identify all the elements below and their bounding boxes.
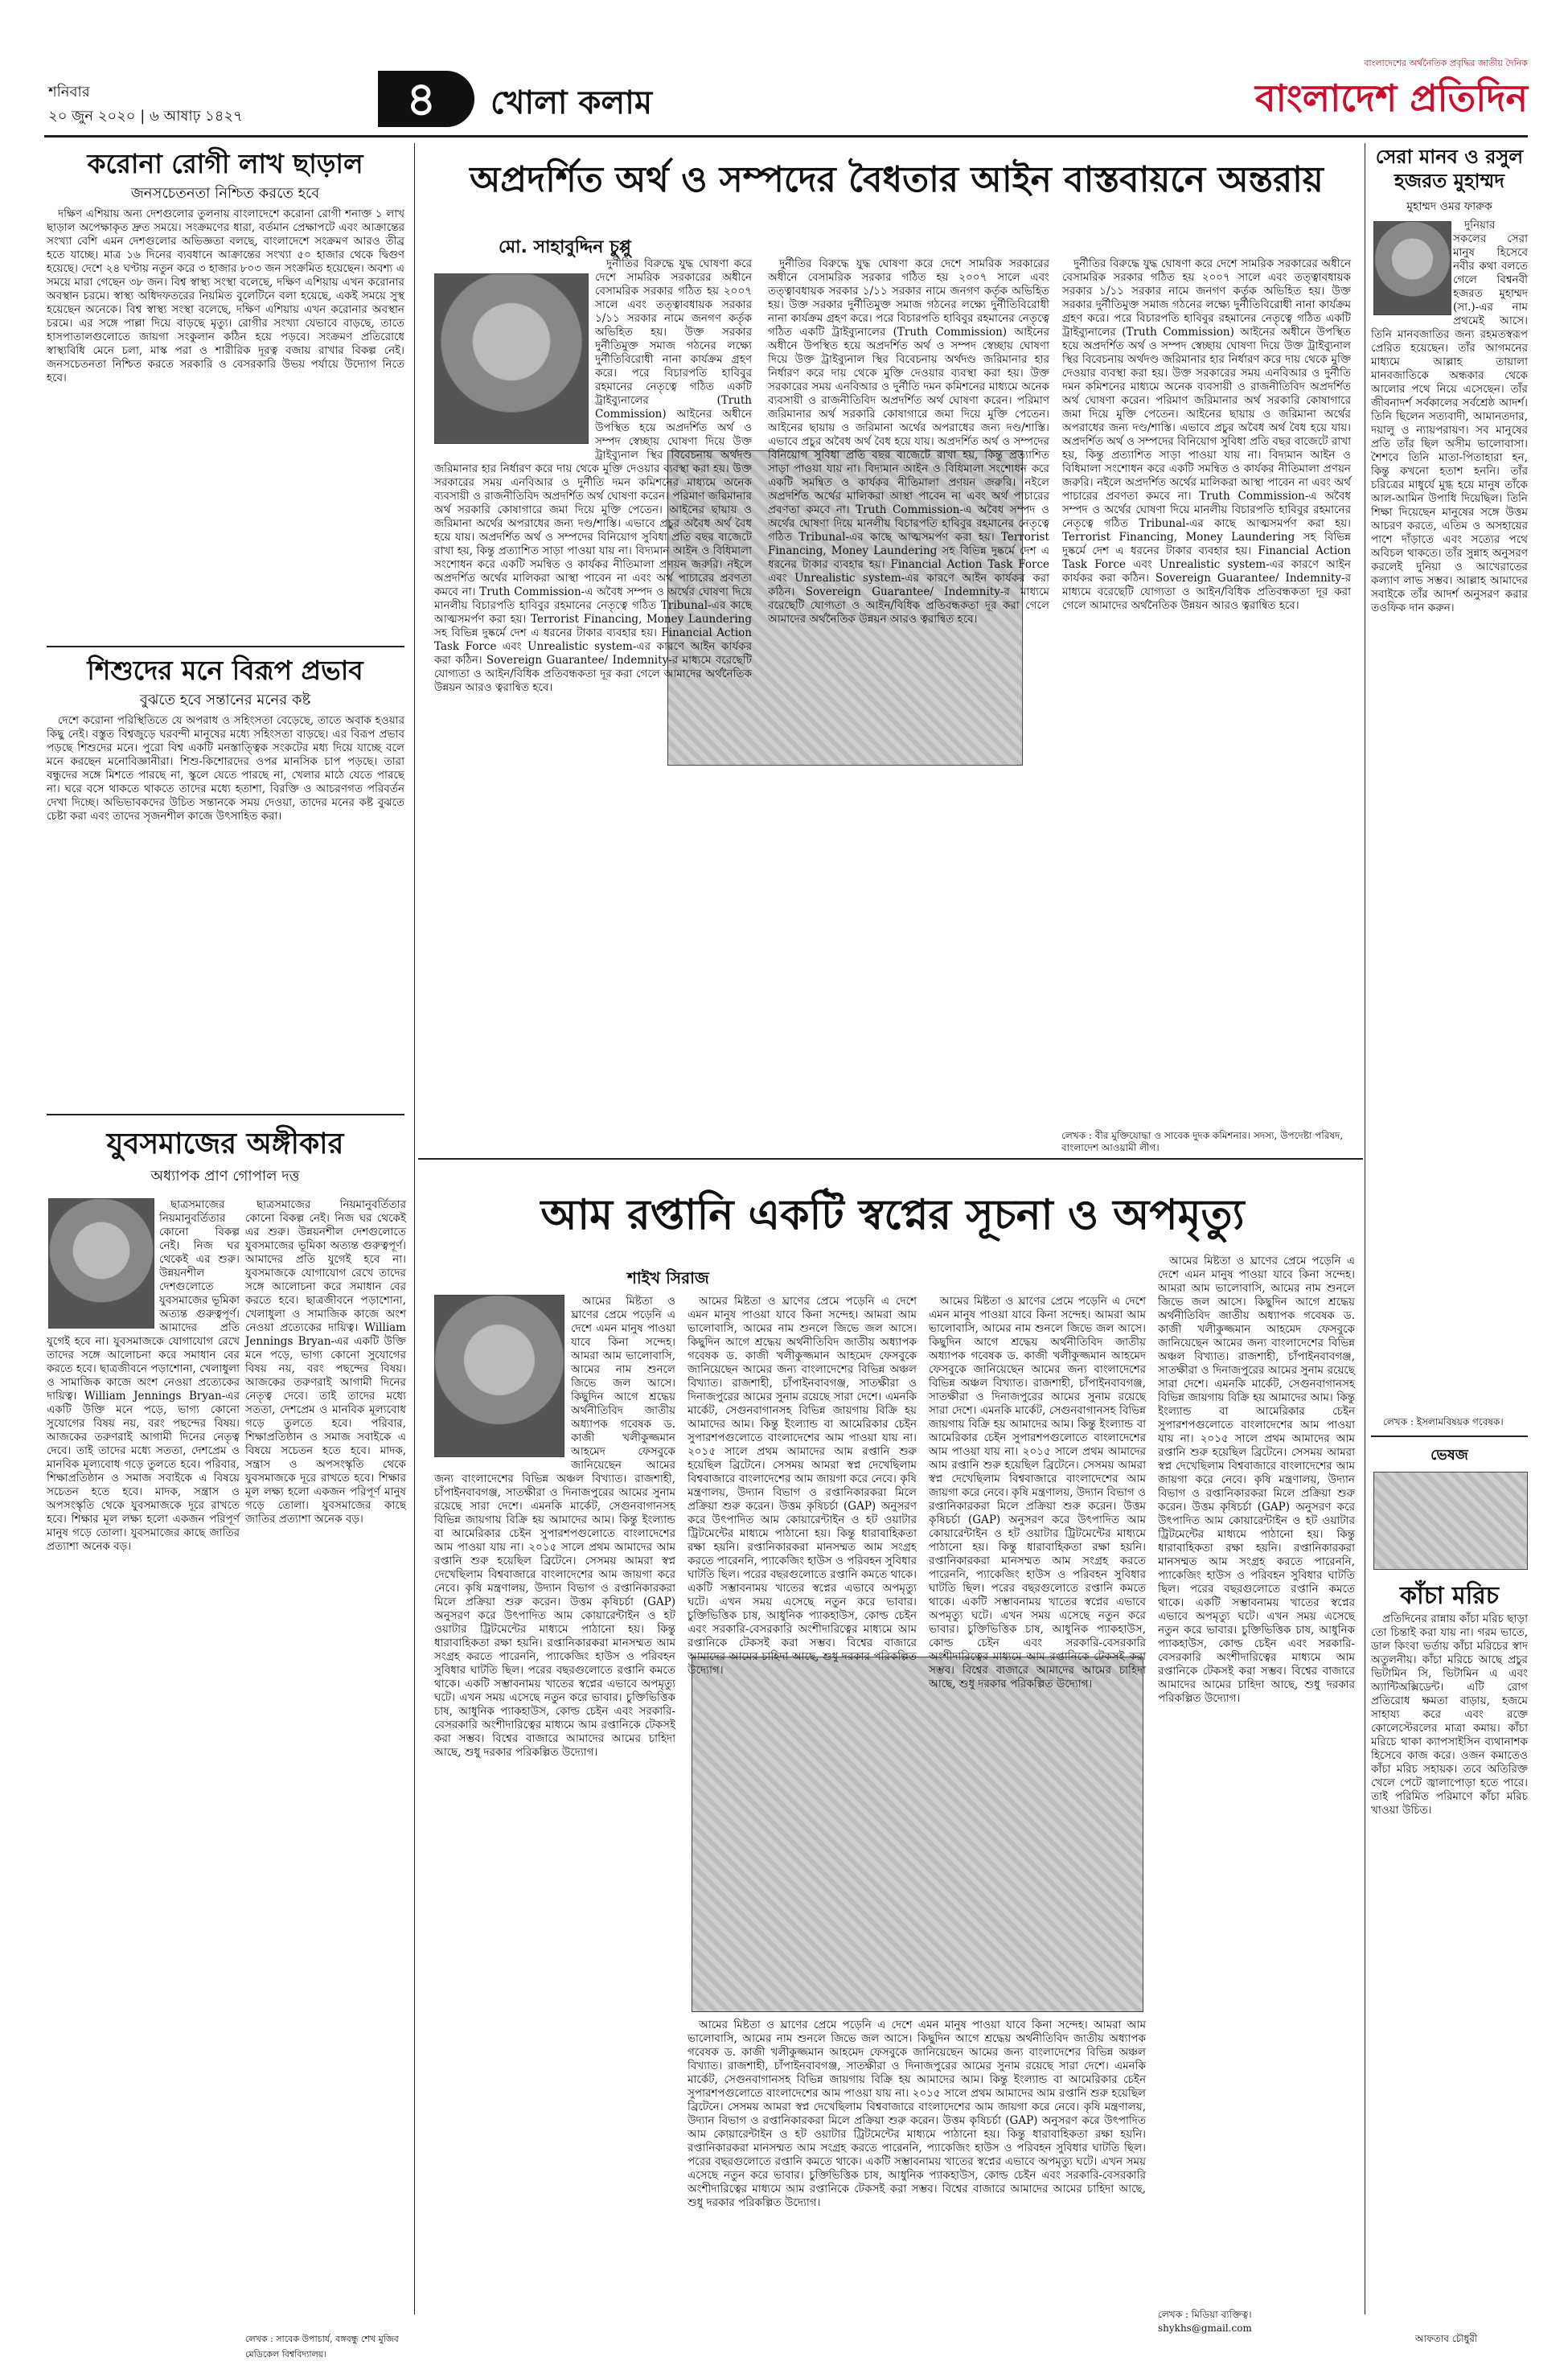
- issue-date: ২০ জুন ২০২০ | ৬ আষাঢ় ১৪২৭: [48, 108, 243, 125]
- masthead: [0, 0, 1568, 141]
- mango-article-col3: আমের মিষ্টতা ও ঘ্রাণের প্রেমে পড়েনি এ দেশে এমন মানুষ পাওয়া যাবে কিনা সন্দেহ। আমরা আম ভালোবাসি, আমের নাম শুনলে জিভে জল আসে। কিছুদিন আগে শ্রদ্ধেয় অর্থনীতিবিদ জাতীয় অধ্যাপক গবেষক ড. কাজী খলীকুজ্জমান আহমেদ ফেসবুকে জানিয়েছেন আমের জন্য বাংলাদেশের বিভিন্ন অঞ্চল বিখ্যাত। রাজশাহী, চাঁপাইনবাবগঞ্জ, সাতক্ষীরা ও দিনাজপুরের আমের সুনাম রয়েছে সারা দেশে। এমনকি মার্কেট, সেগুনবাগানসহ বিভিন্ন জায়গায় বিক্রি হয় আমাদের আম। কিন্তু ইংল্যান্ড বা আমেরিকার চেইন সুপারশপগুলোতে বাংলাদেশের আম পাওয়া যায় না। ২০১৫ সালে প্রথম আমাদের আম রপ্তানি শুরু হয়েছিল ব্রিটেনে। সেসময় আমরা স্বপ্ন দেখেছিলাম বিশ্ববাজারে বাংলাদেশের আম জায়গা করে নেবে। কৃষি মন্ত্রণালয়, উদ্যান বিভাগ ও রপ্তানিকারকরা মিলে প্রক্রিয়া শুরু করেন। উত্তম কৃষিচর্চা (GAP) অনুসরণ করে উৎপাদিত আম কোয়ারেন্টাইন ও হট ওয়াটার ট্রিটমেন্টের মাধ্যমে পাঠানো হয়। কিন্তু ধারাবাহিকতা রক্ষা হয়নি। রপ্তানিকারকরা মানসম্মত আম সংগ্রহ করতে পারেননি, প্যাকেজিং হাউস ও পরিবহন সুবিধার ঘাটতি ছিল। পরের বছরগুলোতে রপ্তানি কমতে থাকে। একটি সম্ভাবনাময় খাতের স্বপ্নের এভাবে অপমৃত্যু ঘটে। এখন সময় এসেছে নতুন করে ভাবার। চুক্তিভিত্তিক চাষ, আধুনিক প্যাকহাউস, কোল্ড চেইন এবং সরকারি-বেসরকারি অংশীদারিত্বের মাধ্যমে আম রপ্তানিকে টেকসই করা সম্ভব। বিশ্বের বাজারে আমাদের আমের চাহিদা আছে, শুধু দরকার পরিকল্পিত উদ্যোগ।: [929, 1295, 1146, 1690]
- section-title: খোলা কলাম: [491, 84, 653, 121]
- paper-logo: বাংলাদেশ প্রতিদিন: [1254, 76, 1528, 120]
- mango-article-footer: লেখক : মিডিয়া ব্যক্তিত্ব।: [1158, 2309, 1252, 2320]
- main-article-footer: লেখক : বীর মুক্তিযোদ্ধা ও সাবেক দুদক কমিশনার। সদস্য, উপদেষ্টা পরিষদ, বাংলাদেশ আওয়ামী লীগ।: [1061, 1130, 1344, 1153]
- main-article-col3: দুর্নীতির বিরুদ্ধে যুদ্ধ ঘোষণা করে দেশে সামরিক সরকারের অধীনে বেসামরিক সরকার গঠিত হয় ২০০৭ সালে এবং তত্ত্বাবধায়ক সরকার ১/১১ সরকার নামে জনগণ কর্তৃক অভিহিত হয়। উক্ত সরকার দুর্নীতিমুক্ত সমাজ গঠনের লক্ষ্যে দুর্নীতিবিরোধী নানা কার্যক্রম গ্রহণ করে। পরে বিচারপতি হাবিবুর রহমানের নেতৃত্বে গঠিত একটি ট্রাইব্যুনালের (Truth Commission) আইনের অধীনে উপস্থিত হয়ে অপ্রদর্শিত অর্থ ও সম্পদ স্বেচ্ছায় ঘোষণা দিয়ে উক্ত ট্রাইব্যুনাল স্থির বিবেচনায় অর্থদণ্ড জরিমানার হার নির্ধারণ করে দায় থেকে মুক্তি দেওয়ার ব্যবস্থা করা হয়। উক্ত সরকারের সময় এনবিআর ও দুর্নীতি দমন কমিশনের মাধ্যমে অনেক ব্যবসায়ী ও রাজনীতিবিদ অপ্রদর্শিত অর্থ ঘোষণা করেন। পরিমাণ জরিমানার অর্থ সরকারি কোষাগারে জমা দিয়ে মুক্তি পেতেন। আইনের ছায়ায় ও জরিমানা অর্থের অপরাধের জন্য দণ্ড/শাস্তি। এভাবে প্রচুর অবৈধ অর্থ বৈধ হয়ে যায়। অপ্রদর্শিত অর্থ ও সম্পদের বিনিয়োগ সুবিধা প্রতি বছর বাজেটে রাখা হয়, কিন্তু প্রত্যাশিত সাড়া পাওয়া যায় না। বিদ্যমান আইন ও বিধিমালা সংশোধন করে একটি সমন্বিত ও কার্যকর নীতিমালা প্রণয়ন জরুরি। নইলে অপ্রদর্শিত অর্থের মালিকরা আস্থা পাবেন না এবং অর্থ পাচারের প্রবণতা কমবে না। Truth Commission-এ অবৈধ সম্পদ ও অর্থের ঘোষণা দিয়ে মানলীয় বিচারপতি হাবিবুর রহমানের নেতৃত্বে গঠিত Tribunal-এর কাছে আত্মসমর্পণ করা হয়। Terrorist Financing, Money Laundering সহ বিভিন্ন দুষ্কর্মে দেশ এ ধরনের টাকার ব্যবহার হয়। Financial Action Task Force এবং Unrealistic system-এর কারণে আইন কার্যকর করা কঠিন। Sovereign Guarantee/ Indemnity-র মাধ্যমে বরেছেটি যোগ্যতা ও আইন/বিধিক প্রতিবন্ধকতা দূর করা গেলে আমাদের অর্থনৈতিক উন্নয়ন আরও ত্বরান্বিত হবে।: [1062, 257, 1351, 612]
- mango-article-col4: আমের মিষ্টতা ও ঘ্রাণের প্রেমে পড়েনি এ দেশে এমন মানুষ পাওয়া যাবে কিনা সন্দেহ। আমরা আম ভালোবাসি, আমের নাম শুনলে জিভে জল আসে। কিছুদিন আগে শ্রদ্ধেয় অর্থনীতিবিদ জাতীয় অধ্যাপক গবেষক ড. কাজী খলীকুজ্জমান আহমেদ ফেসবুকে জানিয়েছেন আমের জন্য বাংলাদেশের বিভিন্ন অঞ্চল বিখ্যাত। রাজশাহী, চাঁপাইনবাবগঞ্জ, সাতক্ষীরা ও দিনাজপুরের আমের সুনাম রয়েছে সারা দেশে। এমনকি মার্কেট, সেগুনবাগানসহ বিভিন্ন জায়গায় বিক্রি হয় আমাদের আম। কিন্তু ইংল্যান্ড বা আমেরিকার চেইন সুপারশপগুলোতে বাংলাদেশের আম পাওয়া যায় না। ২০১৫ সালে প্রথম আমাদের আম রপ্তানি শুরু হয়েছিল ব্রিটেনে। সেসময় আমরা স্বপ্ন দেখেছিলাম বিশ্ববাজারে বাংলাদেশের আম জায়গা করে নেবে। কৃষি মন্ত্রণালয়, উদ্যান বিভাগ ও রপ্তানিকারকরা মিলে প্রক্রিয়া শুরু করেন। উত্তম কৃষিচর্চা (GAP) অনুসরণ করে উৎপাদিত আম কোয়ারেন্টাইন ও হট ওয়াটার ট্রিটমেন্টের মাধ্যমে পাঠানো হয়। কিন্তু ধারাবাহিকতা রক্ষা হয়নি। রপ্তানিকারকরা মানসম্মত আম সংগ্রহ করতে পারেননি, প্যাকেজিং হাউস ও পরিবহন সুবিধার ঘাটতি ছিল। পরের বছরগুলোতে রপ্তানি কমতে থাকে। একটি সম্ভাবনাময় খাতের স্বপ্নের এভাবে অপমৃত্যু ঘটে। এখন সময় এসেছে নতুন করে ভাবার। চুক্তিভিত্তিক চাষ, আধুনিক প্যাকহাউস, কোল্ড চেইন এবং সরকারি-বেসরকারি অংশীদারিত্বের মাধ্যমে আম রপ্তানিকে টেকসই করা সম্ভব। বিশ্বের বাজারে আমাদের আমের চাহিদা আছে, শুধু দরকার পরিকল্পিত উদ্যোগ।: [1158, 1255, 1355, 1705]
- mango-article-email[interactable]: shykhs@gmail.com: [1158, 2323, 1252, 2334]
- mango-article-col5: আমের মিষ্টতা ও ঘ্রাণের প্রেমে পড়েনি এ দেশে এমন মানুষ পাওয়া যাবে কিনা সন্দেহ। আমরা আম ভালোবাসি, আমের নাম শুনলে জিভে জল আসে। কিছুদিন আগে শ্রদ্ধেয় অর্থনীতিবিদ জাতীয় অধ্যাপক গবেষক ড. কাজী খলীকুজ্জমান আহমেদ ফেসবুকে জানিয়েছেন আমের জন্য বাংলাদেশের বিভিন্ন অঞ্চল বিখ্যাত। রাজশাহী, চাঁপাইনবাবগঞ্জ, সাতক্ষীরা ও দিনাজপুরের আমের সুনাম রয়েছে সারা দেশে। এমনকি মার্কেট, সেগুনবাগানসহ বিভিন্ন জায়গায় বিক্রি হয় আমাদের আম। কিন্তু ইংল্যান্ড বা আমেরিকার চেইন সুপারশপগুলোতে বাংলাদেশের আম পাওয়া যায় না। ২০১৫ সালে প্রথম আমাদের আম রপ্তানি শুরু হয়েছিল ব্রিটেনে। সেসময় আমরা স্বপ্ন দেখেছিলাম বিশ্ববাজারে বাংলাদেশের আম জায়গা করে নেবে। কৃষি মন্ত্রণালয়, উদ্যান বিভাগ ও রপ্তানিকারকরা মিলে প্রক্রিয়া শুরু করেন। উত্তম কৃষিচর্চা (GAP) অনুসরণ করে উৎপাদিত আম কোয়ারেন্টাইন ও হট ওয়াটার ট্রিটমেন্টের মাধ্যমে পাঠানো হয়। কিন্তু ধারাবাহিকতা রক্ষা হয়নি। রপ্তানিকারকরা মানসম্মত আম সংগ্রহ করতে পারেননি, প্যাকেজিং হাউস ও পরিবহন সুবিধার ঘাটতি ছিল। পরের বছরগুলোতে রপ্তানি কমতে থাকে। একটি সম্ভাবনাময় খাতের স্বপ্নের এভাবে অপমৃত্যু ঘটে। এখন সময় এসেছে নতুন করে ভাবার। চুক্তিভিত্তিক চাষ, আধুনিক প্যাকহাউস, কোল্ড চেইন এবং সরকারি-বেসরকারি অংশীদারিত্বের মাধ্যমে আম রপ্তানিকে টেকসই করা সম্ভব। বিশ্বের বাজারে আমাদের আমের চাহিদা আছে, শুধু দরকার পরিকল্পিত উদ্যোগ।: [688, 2019, 1146, 2209]
- youth-article-title: যুবসমাজের অঙ্গীকার: [106, 1127, 344, 1160]
- masthead-rule: [44, 135, 1528, 138]
- main-article-author: মো. সাহাবুদ্দিন চুপ্পু: [499, 237, 631, 257]
- editorial2-title: শিশুদের মনে বিরূপ প্রভাব: [87, 655, 363, 686]
- editorial1-subtitle: জনসচেতনতা নিশ্চিত করতে হবে: [130, 185, 320, 202]
- youth-article-author: অধ্যাপক প্রাণ গোপাল দত্ত: [150, 1168, 300, 1185]
- prophet-article-author: মুহাম্মদ ওমর ফারুক: [1406, 200, 1492, 213]
- herbal-title: কাঁচা মরিচ: [1400, 1582, 1499, 1610]
- green-chilies-photo: [1373, 1472, 1528, 1570]
- editorial2-body: দেশে করোনা পরিস্থিতিতে যে অপরাধ ও সহিংসতা বেড়েছে, তাতে অবাক হওয়ার কিছু নেই। বস্তুত বিশ্বজুড়ে ঘরবন্দী মানুষের মধ্যে সহিংসতা বাড়ছে। এর বিরূপ প্রভাব পড়ছে শিশুদের মনে। পুরো বিশ্ব একটি মনস্তাত্ত্বিক সংকটের মধ্য দিয়ে যাচ্ছে বলে মনে করছেন মনোবিজ্ঞানীরা। শিশু-কিশোরদের ওপর মানসিক চাপ পড়ছে। তারা বন্ধুদের সঙ্গে মিশতে পারছে না, স্কুলে যেতে পারছে না, খেলার মাঠে যেতে পারছে না। ঘরে বসে থাকতে থাকতে তাদের মধ্যে হতাশা, বিরক্তি ও আচরণগত পরিবর্তন দেখা দিচ্ছে। অভিভাবকদের উচিত সন্তানকে সময় দেওয়া, তাদের মনের কষ্ট বুঝতে চেষ্টা করা এবং তাদের সৃজনশীল কাজে উৎসাহিত করা।: [47, 714, 404, 823]
- page-number: ৪: [406, 72, 437, 126]
- editorial-divider: [47, 646, 404, 647]
- main-article-col2: দুর্নীতির বিরুদ্ধে যুদ্ধ ঘোষণা করে দেশে সামরিক সরকারের অধীনে বেসামরিক সরকার গঠিত হয় ২০০৭ সালে এবং তত্ত্বাবধায়ক সরকার ১/১১ সরকার নামে জনগণ কর্তৃক অভিহিত হয়। উক্ত সরকার দুর্নীতিমুক্ত সমাজ গঠনের লক্ষ্যে দুর্নীতিবিরোধী নানা কার্যক্রম গ্রহণ করে। পরে বিচারপতি হাবিবুর রহমানের নেতৃত্বে গঠিত একটি ট্রাইব্যুনালের (Truth Commission) আইনের অধীনে উপস্থিত হয়ে অপ্রদর্শিত অর্থ ও সম্পদ স্বেচ্ছায় ঘোষণা দিয়ে উক্ত ট্রাইব্যুনাল স্থির বিবেচনায় অর্থদণ্ড জরিমানার হার নির্ধারণ করে দায় থেকে মুক্তি দেওয়ার ব্যবস্থা করা হয়। উক্ত সরকারের সময় এনবিআর ও দুর্নীতি দমন কমিশনের মাধ্যমে অনেক ব্যবসায়ী ও রাজনীতিবিদ অপ্রদর্শিত অর্থ ঘোষণা করেন। পরিমাণ জরিমানার অর্থ সরকারি কোষাগারে জমা দিয়ে মুক্তি পেতেন। আইনের ছায়ায় ও জরিমানা অর্থের অপরাধের জন্য দণ্ড/শাস্তি। এভাবে প্রচুর অবৈধ অর্থ বৈধ হয়ে যায়। অপ্রদর্শিত অর্থ ও সম্পদের বিনিয়োগ সুবিধা প্রতি বছর বাজেটে রাখা হয়, কিন্তু প্রত্যাশিত সাড়া পাওয়া যায় না। বিদ্যমান আইন ও বিধিমালা সংশোধন করে একটি সমন্বিত ও কার্যকর নীতিমালা প্রণয়ন জরুরি। নইলে অপ্রদর্শিত অর্থের মালিকরা আস্থা পাবেন না এবং অর্থ পাচারের প্রবণতা কমবে না। Truth Commission-এ অবৈধ সম্পদ ও অর্থের ঘোষণা দিয়ে মানলীয় বিচারপতি হাবিবুর রহমানের নেতৃত্বে গঠিত Tribunal-এর কাছে আত্মসমর্পণ করা হয়। Terrorist Financing, Money Laundering সহ বিভিন্ন দুষ্কর্মে দেশ এ ধরনের টাকার ব্যবহার হয়। Financial Action Task Force এবং Unrealistic system-এর কারণে আইন কার্যকর করা কঠিন। Sovereign Guarantee/ Indemnity-র মাধ্যমে বরেছেটি যোগ্যতা ও আইন/বিধিক প্রতিবন্ধকতা দূর করা গেলে আমাদের অর্থনৈতিক উন্নয়ন আরও ত্বরান্বিত হবে।: [768, 257, 1049, 626]
- issue-day: শনিবার: [48, 84, 90, 101]
- editorial1-title: করোনা রোগী লাখ ছাড়াল: [87, 148, 363, 179]
- editorial1-body: দক্ষিণ এশিয়ায় অন্য দেশগুলোর তুলনায় বাংলাদেশে করোনা রোগী শনাক্ত ১ লাখ ছাড়াল অপেক্ষাকৃত দ্রুত সময়ে। সংক্রমণের ধারা, বর্তমান প্রেক্ষাপটে এবং আক্রান্তের সংখ্যা বেশি এমন দেশগুলোর অভিজ্ঞতা বলছে, বাংলাদেশে সংক্রমণ আরও তীব্র হতে যাচ্ছে। মাত্র ১৬ দিনের ব্যবধানে আক্রান্তের সংখ্যা ৫০ হাজার থেকে দ্বিগুণ হয়েছে। দেশে ২৪ ঘণ্টায় নতুন করে ৩ হাজার ৮০৩ জন সংক্রমিত হয়েছেন। অবশ্য এ সময়ে মারা গেছেন ৩৮ জন। বিশ্ব স্বাস্থ্য সংস্থা বলেছে, দক্ষিণ এশিয়ায় এখন করোনার অবস্থান চরমে। স্বাস্থ্য অধিদফতরের নিয়মিত বুলেটিনে বলা হয়েছে, একই সময়ে সুস্থ হয়েছেন অনেকে। বিশ্ব স্বাস্থ্য সংস্থা বলেছে, দক্ষিণ এশিয়ায় এখন করোনার অবস্থান চরমে। এর সঙ্গে পাল্লা দিয়ে বাড়ছে মৃত্যু। রোগীর সংখ্যা যেভাবে বাড়ছে, তাতে হাসপাতালগুলোতে জায়গা সংকুলান কঠিন হয়ে পড়বে। সংক্রমণ প্রতিরোধে স্বাস্থ্যবিধি মেনে চলা, মাস্ক পরা ও শারীরিক দূরত্ব বজায় রাখার বিকল্প নেই। জনসচেতনতা নিশ্চিত করতে সরকারি ও বেসরকারি উভয় পর্যায়ে উদ্যোগ নিতে হবে।: [47, 207, 404, 384]
- paper-tagline: বাংলাদেশের অর্থনৈতিক প্রবৃদ্ধির জাতীয় দৈনিক: [1364, 58, 1528, 68]
- main-article-title: অপ্রদর্শিত অর্থ ও সম্পদের বৈধতার আইন বাস্তবায়নে অন্তরায়: [470, 159, 1324, 200]
- mango-article-col2: আমের মিষ্টতা ও ঘ্রাণের প্রেমে পড়েনি এ দেশে এমন মানুষ পাওয়া যাবে কিনা সন্দেহ। আমরা আম ভালোবাসি, আমের নাম শুনলে জিভে জল আসে। কিছুদিন আগে শ্রদ্ধেয় অর্থনীতিবিদ জাতীয় অধ্যাপক গবেষক ড. কাজী খলীকুজ্জমান আহমেদ ফেসবুকে জানিয়েছেন আমের জন্য বাংলাদেশের বিভিন্ন অঞ্চল বিখ্যাত। রাজশাহী, চাঁপাইনবাবগঞ্জ, সাতক্ষীরা ও দিনাজপুরের আমের সুনাম রয়েছে সারা দেশে। এমনকি মার্কেট, সেগুনবাগানসহ বিভিন্ন জায়গায় বিক্রি হয় আমাদের আম। কিন্তু ইংল্যান্ড বা আমেরিকার চেইন সুপারশপগুলোতে বাংলাদেশের আম পাওয়া যায় না। ২০১৫ সালে প্রথম আমাদের আম রপ্তানি শুরু হয়েছিল ব্রিটেনে। সেসময় আমরা স্বপ্ন দেখেছিলাম বিশ্ববাজারে বাংলাদেশের আম জায়গা করে নেবে। কৃষি মন্ত্রণালয়, উদ্যান বিভাগ ও রপ্তানিকারকরা মিলে প্রক্রিয়া শুরু করেন। উত্তম কৃষিচর্চা (GAP) অনুসরণ করে উৎপাদিত আম কোয়ারেন্টাইন ও হট ওয়াটার ট্রিটমেন্টের মাধ্যমে পাঠানো হয়। কিন্তু ধারাবাহিকতা রক্ষা হয়নি। রপ্তানিকারকরা মানসম্মত আম সংগ্রহ করতে পারেননি, প্যাকেজিং হাউস ও পরিবহন সুবিধার ঘাটতি ছিল। পরের বছরগুলোতে রপ্তানি কমতে থাকে। একটি সম্ভাবনাময় খাতের স্বপ্নের এভাবে অপমৃত্যু ঘটে। এখন সময় এসেছে নতুন করে ভাবার। চুক্তিভিত্তিক চাষ, আধুনিক প্যাকহাউস, কোল্ড চেইন এবং সরকারি-বেসরকারি অংশীদারিত্বের মাধ্যমে আম রপ্তানিকে টেকসই করা সম্ভব। বিশ্বের বাজারে আমাদের আমের চাহিদা আছে, শুধু দরকার পরিকল্পিত উদ্যোগ।: [688, 1295, 917, 1677]
- mango-tree-photo: [692, 1657, 1143, 2012]
- herbal-body: প্রতিদিনের রান্নায় কাঁচা মরিচ ছাড়া তো চিন্তাই করা যায় না। গরম ভাতে, ডাল কিংবা ভর্তায় কাঁচা মরিচের স্বাদ অতুলনীয়। কাঁচা মরিচে আছে প্রচুর ভিটামিন সি, ভিটামিন এ এবং অ্যান্টিঅক্সিডেন্ট। এটি রোগ প্রতিরোধ ক্ষমতা বাড়ায়, হজমে সাহায্য করে এবং রক্তে কোলেস্টেরলের মাত্রা কমায়। কাঁচা মরিচে থাকা ক্যাপসাইসিন ব্যথানাশক হিসেবে কাজ করে। ওজন কমাতেও কাঁচা মরিচ সহায়ক। তবে অতিরিক্ত খেলে পেটে জ্বালাপোড়া হতে পারে। তাই পরিমিত পরিমাণে কাঁচা মরিচ খাওয়া উচিত।: [1371, 1612, 1528, 1817]
- mango-article-title: আম রপ্তানি একটি স্বপ্নের সূচনা ও অপমৃত্যু: [540, 1190, 1245, 1239]
- youth-top-rule: [47, 1114, 404, 1115]
- youth-article-footer: লেখক : সাবেক উপাচার্য, বঙ্গবন্ধু শেখ মুজিব মেডিকেল বিশ্ববিদ্যালয়।: [245, 2334, 399, 2360]
- youth-article-col1: ছাত্রসমাজের নিয়মানুবর্তিতার কোনো বিকল্প নেই। নিজ ঘর থেকেই এর শুরু। উন্নয়নশীল দেশগুলোতে যুবসমাজের ভূমিকা অত্যন্ত গুরুত্বপূর্ণ। আমাদের প্রতি যুগেই হবে না। যুবসমাজকে যোগাযোগ রেখে তাদের সঙ্গে আলোচনা করে সমাধান বের করতে হবে। ছাত্রজীবনে পড়াশোনা, খেলাধুলা ও সামাজিক কাজে অংশ নেওয়া প্রত্যেকের দায়িত্ব। William Jennings Bryan-এর একটি উক্তি মনে পড়ে, ভাগ্য কোনো সুযোগের বিষয় নয়, বরং পছন্দের বিষয়। আজকের তরুণরাই আগামী দিনের নেতৃত্ব দেবে। তাই তাদের মধ্যে সততা, দেশপ্রেম ও মানবিক মূল্যবোধ গড়ে তুলতে হবে। পরিবার, শিক্ষাপ্রতিষ্ঠান ও সমাজ সবাইকে এ বিষয়ে সচেতন হতে হবে। মাদক, সন্ত্রাস ও অপসংস্কৃতি থেকে যুবসমাজকে দূরে রাখতে হবে। শিক্ষার মূল লক্ষ্য হলো একজন পরিপূর্ণ মানুষ গড়ে তোলা। যুবসমাজের কাছে জাতির প্রত্যাশা অনেক বড়।: [47, 1198, 240, 1553]
- herbal-top-rule: [1371, 1435, 1528, 1437]
- left-col-rule: [414, 143, 415, 2314]
- main-article-bottom-rule: [418, 1158, 1363, 1160]
- mango-article-col1: আমের মিষ্টতা ও ঘ্রাণের প্রেমে পড়েনি এ দেশে এমন মানুষ পাওয়া যাবে কিনা সন্দেহ। আমরা আম ভালোবাসি, আমের নাম শুনলে জিভে জল আসে। কিছুদিন আগে শ্রদ্ধেয় অর্থনীতিবিদ জাতীয় অধ্যাপক গবেষক ড. কাজী খলীকুজ্জমান আহমেদ ফেসবুকে জানিয়েছেন আমের জন্য বাংলাদেশের বিভিন্ন অঞ্চল বিখ্যাত। রাজশাহী, চাঁপাইনবাবগঞ্জ, সাতক্ষীরা ও দিনাজপুরের আমের সুনাম রয়েছে সারা দেশে। এমনকি মার্কেট, সেগুনবাগানসহ বিভিন্ন জায়গায় বিক্রি হয় আমাদের আম। কিন্তু ইংল্যান্ড বা আমেরিকার চেইন সুপারশপগুলোতে বাংলাদেশের আম পাওয়া যায় না। ২০১৫ সালে প্রথম আমাদের আম রপ্তানি শুরু হয়েছিল ব্রিটেনে। সেসময় আমরা স্বপ্ন দেখেছিলাম বিশ্ববাজারে বাংলাদেশের আম জায়গা করে নেবে। কৃষি মন্ত্রণালয়, উদ্যান বিভাগ ও রপ্তানিকারকরা মিলে প্রক্রিয়া শুরু করেন। উত্তম কৃষিচর্চা (GAP) অনুসরণ করে উৎপাদিত আম কোয়ারেন্টাইন ও হট ওয়াটার ট্রিটমেন্টের মাধ্যমে পাঠানো হয়। কিন্তু ধারাবাহিকতা রক্ষা হয়নি। রপ্তানিকারকরা মানসম্মত আম সংগ্রহ করতে পারেননি, প্যাকেজিং হাউস ও পরিবহন সুবিধার ঘাটতি ছিল। পরের বছরগুলোতে রপ্তানি কমতে থাকে। একটি সম্ভাবনাময় খাতের স্বপ্নের এভাবে অপমৃত্যু ঘটে। এখন সময় এসেছে নতুন করে ভাবার। চুক্তিভিত্তিক চাষ, আধুনিক প্যাকহাউস, কোল্ড চেইন এবং সরকারি-বেসরকারি অংশীদারিত্বের মাধ্যমে আম রপ্তানিকে টেকসই করা সম্ভব। বিশ্বের বাজারে আমাদের আমের চাহিদা আছে, শুধু দরকার পরিকল্পিত উদ্যোগ।: [434, 1295, 675, 1759]
- mango-article-author: শাইখ সিরাজ: [627, 1268, 709, 1288]
- prophet-article-body: দুনিয়ার সকলের সেরা মানুষ হিসেবে নবীর কথা বলতে গেলে বিশ্বনবী হজরত মুহাম্মদ (সা.)-এর নাম প্রথমেই আসে। তিনি মানবজাতির জন্য রহমতস্বরূপ প্রেরিত হয়েছেন। তাঁর আগমনের মাধ্যমে আল্লাহ তায়ালা মানবজাতিকে অন্ধকার থেকে আলোর পথে নিয়ে এসেছেন। তাঁর জীবনাদর্শ সর্বকালের সর্বশ্রেষ্ঠ আদর্শ। তিনি ছিলেন সত্যবাদী, আমানতদার, দয়ালু ও ন্যায়পরায়ণ। সব মানুষের প্রতি তাঁর ছিল অসীম ভালোবাসা। শৈশবে তিনি মাতা-পিতাহারা হন, কিন্তু কখনো হতাশ হননি। তাঁর চরিত্রের মাধুর্যে মুগ্ধ হয়ে মানুষ তাঁকে আল-আমিন উপাধি দিয়েছিল। তিনি শিক্ষা দিয়েছেন মানুষের সঙ্গে উত্তম আচরণ করতে, এতিম ও অসহায়ের পাশে দাঁড়াতে এবং সত্যের পথে অবিচল থাকতে। তাঁর সুন্নাহ অনুসরণ করলেই দুনিয়া ও আখেরাতের কল্যাণ লাভ সম্ভব। আল্লাহ আমাদের সবাইকে তাঁর আদর্শ অনুসরণ করার তওফিক দান করুন।: [1371, 219, 1528, 614]
- herbal-footer: আফতাব চৌধুরী: [1415, 2333, 1478, 2344]
- prophet-article-title: সেরা মানব ও রসুল হজরত মুহাম্মদ: [1375, 145, 1524, 192]
- main-article-col1: দুর্নীতির বিরুদ্ধে যুদ্ধ ঘোষণা করে দেশে সামরিক সরকারের অধীনে বেসামরিক সরকার গঠিত হয় ২০০৭ সালে এবং তত্ত্বাবধায়ক সরকার ১/১১ সরকার নামে জনগণ কর্তৃক অভিহিত হয়। উক্ত সরকার দুর্নীতিমুক্ত সমাজ গঠনের লক্ষ্যে দুর্নীতিবিরোধী নানা কার্যক্রম গ্রহণ করে। পরে বিচারপতি হাবিবুর রহমানের নেতৃত্বে গঠিত একটি ট্রাইব্যুনালের (Truth Commission) আইনের অধীনে উপস্থিত হয়ে অপ্রদর্শিত অর্থ ও সম্পদ স্বেচ্ছায় ঘোষণা দিয়ে উক্ত ট্রাইব্যুনাল স্থির বিবেচনায় অর্থদণ্ড জরিমানার হার নির্ধারণ করে দায় থেকে মুক্তি দেওয়ার ব্যবস্থা করা হয়। উক্ত সরকারের সময় এনবিআর ও দুর্নীতি দমন কমিশনের মাধ্যমে অনেক ব্যবসায়ী ও রাজনীতিবিদ অপ্রদর্শিত অর্থ ঘোষণা করেন। পরিমাণ জরিমানার অর্থ সরকারি কোষাগারে জমা দিয়ে মুক্তি পেতেন। আইনের ছায়ায় ও জরিমানা অর্থের অপরাধের জন্য দণ্ড/শাস্তি। এভাবে প্রচুর অবৈধ অর্থ বৈধ হয়ে যায়। অপ্রদর্শিত অর্থ ও সম্পদের বিনিয়োগ সুবিধা প্রতি বছর বাজেটে রাখা হয়, কিন্তু প্রত্যাশিত সাড়া পাওয়া যায় না। বিদ্যমান আইন ও বিধিমালা সংশোধন করে একটি সমন্বিত ও কার্যকর নীতিমালা প্রণয়ন জরুরি। নইলে অপ্রদর্শিত অর্থের মালিকরা আস্থা পাবেন না এবং অর্থ পাচারের প্রবণতা কমবে না। Truth Commission-এ অবৈধ সম্পদ ও অর্থের ঘোষণা দিয়ে মানলীয় বিচারপতি হাবিবুর রহমানের নেতৃত্বে গঠিত Tribunal-এর কাছে আত্মসমর্পণ করা হয়। Terrorist Financing, Money Laundering সহ বিভিন্ন দুষ্কর্মে দেশ এ ধরনের টাকার ব্যবহার হয়। Financial Action Task Force এবং Unrealistic system-এর কারণে আইন কার্যকর করা কঠিন। Sovereign Guarantee/ Indemnity-র মাধ্যমে বরেছেটি যোগ্যতা ও আইন/বিধিক প্রতিবন্ধকতা দূর করা গেলে আমাদের অর্থনৈতিক উন্নয়ন আরও ত্বরান্বিত হবে।: [434, 257, 752, 694]
- herbal-section-label: ভেষজ: [1430, 1447, 1468, 1464]
- youth-article-col2: ছাত্রসমাজের নিয়মানুবর্তিতার কোনো বিকল্প নেই। নিজ ঘর থেকেই এর শুরু। উন্নয়নশীল দেশগুলোতে যুবসমাজের ভূমিকা অত্যন্ত গুরুত্বপূর্ণ। আমাদের প্রতি যুগেই হবে না। যুবসমাজকে যোগাযোগ রেখে তাদের সঙ্গে আলোচনা করে সমাধান বের করতে হবে। ছাত্রজীবনে পড়াশোনা, খেলাধুলা ও সামাজিক কাজে অংশ নেওয়া প্রত্যেকের দায়িত্ব। William Jennings Bryan-এর একটি উক্তি মনে পড়ে, ভাগ্য কোনো সুযোগের বিষয় নয়, বরং পছন্দের বিষয়। আজকের তরুণরাই আগামী দিনের নেতৃত্ব দেবে। তাই তাদের মধ্যে সততা, দেশপ্রেম ও মানবিক মূল্যবোধ গড়ে তুলতে হবে। পরিবার, শিক্ষাপ্রতিষ্ঠান ও সমাজ সবাইকে এ বিষয়ে সচেতন হতে হবে। মাদক, সন্ত্রাস ও অপসংস্কৃতি থেকে যুবসমাজকে দূরে রাখতে হবে। শিক্ষার মূল লক্ষ্য হলো একজন পরিপূর্ণ মানুষ গড়ে তোলা। যুবসমাজের কাছে জাতির প্রত্যাশা অনেক বড়।: [245, 1198, 406, 1526]
- editorial2-subtitle: বুঝতে হবে সন্তানের মনের কষ্ট: [139, 692, 311, 709]
- prophet-article-footer: লেখক : ইসলামবিষয়ক গবেষক।: [1383, 1416, 1504, 1427]
